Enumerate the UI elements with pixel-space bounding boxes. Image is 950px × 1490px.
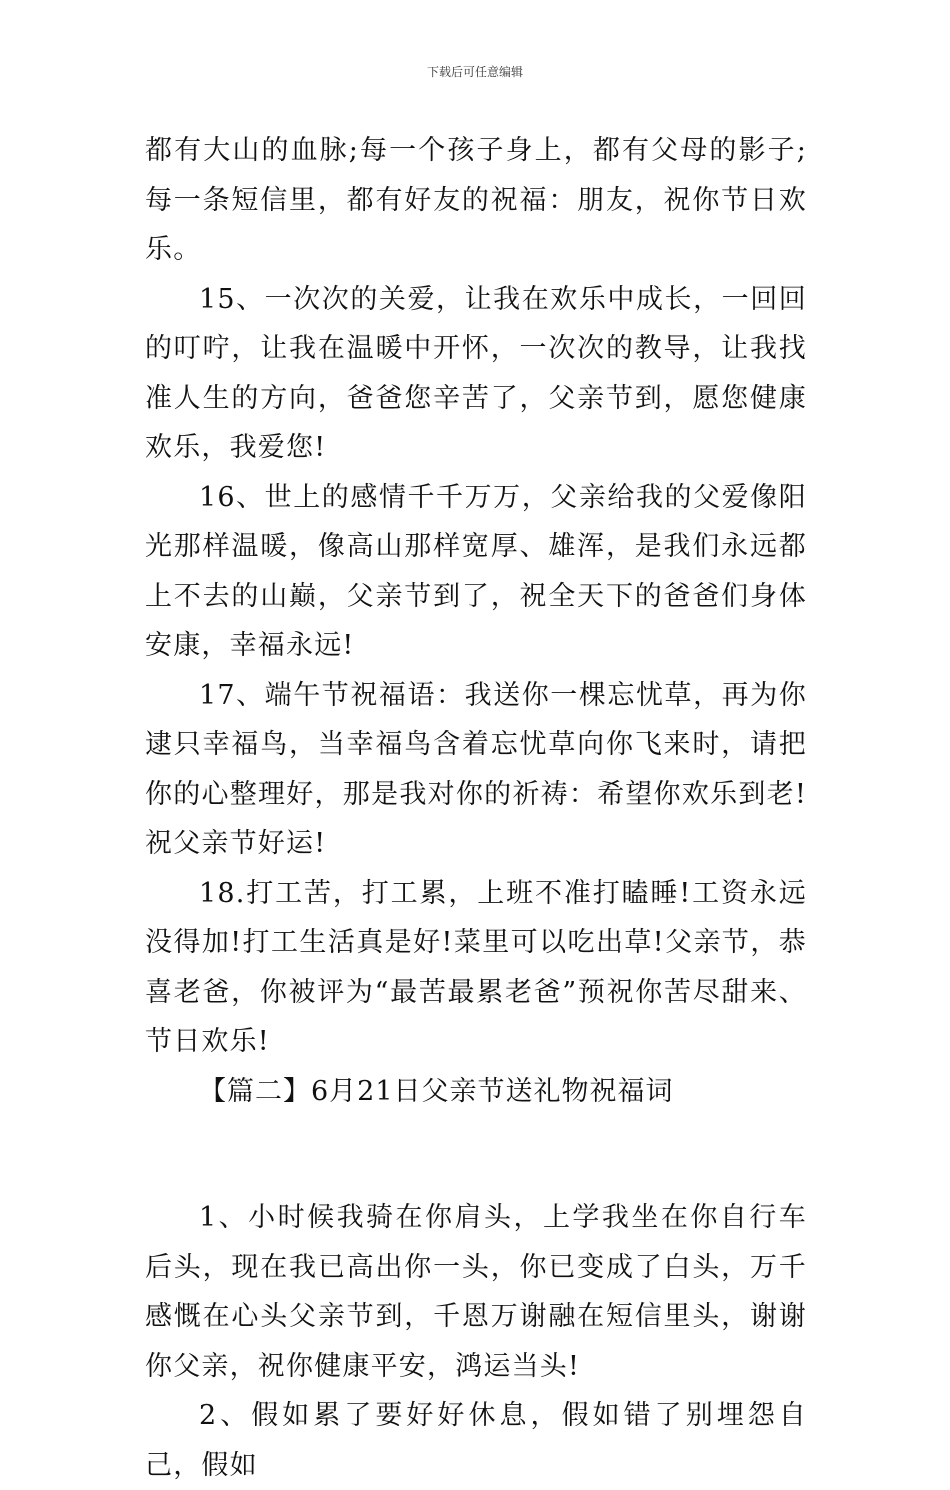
blank-line <box>145 1116 807 1193</box>
page-header: 下载后可任意编辑 <box>426 65 523 79</box>
paragraph-18: 18.打工苦，打工累，上班不准打瞌睡!工资永远没得加!打工生活真是好!菜里可以吃出草!父亲节，恭喜老爸，你被评为“最苦最累老爸”预祝你苦尽甜来、节日欢乐! <box>145 877 807 1057</box>
section-heading: 【篇二】6月21日父亲节送礼物祝福词 <box>199 1075 674 1107</box>
section2-paragraph-1: 1、小时候我骑在你肩头，上学我坐在你自行车后头，现在我已高出你一头，你已变成了白头，万千感慨在心头父亲节到，千恩万谢融在短信里头，谢谢你父亲，祝你健康平安，鸿运当头! <box>145 1202 807 1382</box>
paragraph-15: 15、一次次的关爱，让我在欢乐中成长，一回回的叮咛，让我在温暖中开怀，一次次的教导，让我找准人生的方向，爸爸您辛苦了，父亲节到，愿您健康欢乐，我爱您! <box>145 283 807 463</box>
section2-paragraph-2: 2、假如累了要好好休息，假如错了别埋怨自己，假如 <box>145 1400 807 1481</box>
paragraph-continuation: 都有大山的血脉;每一个孩子身上，都有父母的影子;每一条短信里，都有好友的祝福：朋友，祝你节日欢乐。 <box>145 135 807 265</box>
paragraph-17: 17、端午节祝福语：我送你一棵忘忧草，再为你逮只幸福鸟，当幸福鸟含着忘忧草向你飞来时，请把你的心整理好，那是我对你的祈祷：希望你欢乐到老!祝父亲节好运! <box>145 679 807 859</box>
paragraph-16: 16、世上的感情千千万万，父亲给我的父爱像阳光那样温暖，像高山那样宽厚、雄浑，是我们永远都上不去的山巅，父亲节到了，祝全天下的爸爸们身体安康，幸福永远! <box>145 481 807 661</box>
document-body <box>145 126 807 1490</box>
